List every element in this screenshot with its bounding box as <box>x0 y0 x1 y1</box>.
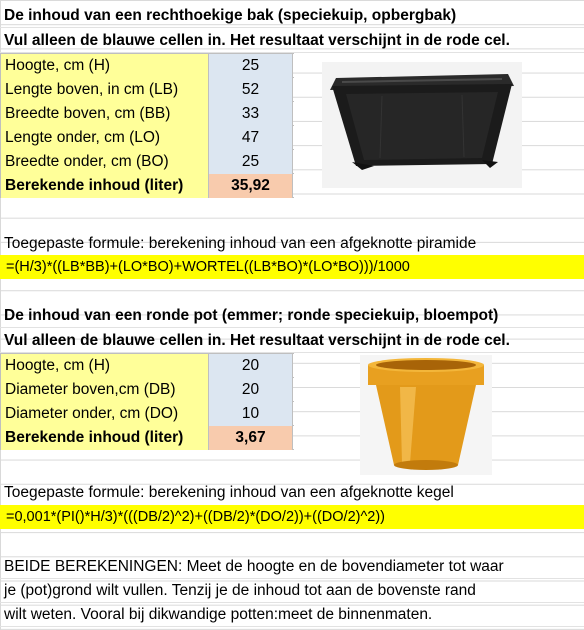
note-line-3: wilt weten. Vooral bij dikwandige potten:meet de binnenmaten. <box>4 606 433 623</box>
table-row <box>1 126 294 150</box>
bottom-length-label: Lengte onder, cm (LO) <box>1 126 209 150</box>
table-row <box>1 78 294 102</box>
section2-instruction: Vul alleen de blauwe cellen in. Het resultaat verschijnt in de rode cel. <box>4 332 510 349</box>
section2-input-table <box>0 353 294 450</box>
result-cell: 35,92 <box>209 174 293 198</box>
note-line-1: BEIDE BEREKENINGEN: Meet de hoogte en de bovendiameter tot waar <box>4 558 504 575</box>
table-row <box>1 54 294 78</box>
note-line-2: je (pot)grond wilt vullen. Tenzij je de inhoud tot aan de bovenste rand <box>4 582 476 599</box>
top-length-label: Lengte boven, in cm (LB) <box>1 78 209 102</box>
section2-formula-caption-row <box>0 481 584 505</box>
section1-title: De inhoud van een rechthoekige bak (speciekuip, opbergbak) <box>4 7 457 24</box>
section1-formula-caption-row <box>0 232 584 256</box>
bottom-width-input-cell[interactable]: 25 <box>209 150 293 174</box>
section1-instruction-row <box>0 29 584 53</box>
bottom-length-input-cell[interactable]: 47 <box>209 126 293 150</box>
top-width-input-cell[interactable]: 33 <box>209 102 293 126</box>
section2-title-row <box>0 304 584 328</box>
top-diameter-input-cell[interactable]: 20 <box>209 378 293 402</box>
bottom-diameter-input-cell[interactable]: 10 <box>209 402 293 426</box>
black-tub-image <box>322 62 522 188</box>
section1-title-row <box>0 4 584 28</box>
result-row <box>1 426 294 450</box>
bottom-diameter-label: Diameter onder, cm (DO) <box>1 402 209 426</box>
result-cell: 3,67 <box>209 426 293 450</box>
result-row <box>1 174 294 198</box>
section1-input-table <box>0 53 294 198</box>
section1-formula-caption: Toegepaste formule: berekening inhoud van een afgeknotte piramide <box>4 235 477 252</box>
note-line <box>0 579 584 603</box>
section2-title: De inhoud van een ronde pot (emmer; ronde speciekuip, bloempot) <box>4 307 499 324</box>
result-label: Berekende inhoud (liter) <box>1 426 209 450</box>
tub-icon <box>322 62 522 188</box>
height-label: Hoogte, cm (H) <box>1 54 209 78</box>
bottom-width-label: Breedte onder, cm (BO) <box>1 150 209 174</box>
height-input-cell[interactable]: 25 <box>209 54 293 78</box>
section2-formula-caption: Toegepaste formule: berekening inhoud van een afgeknotte kegel <box>4 484 454 501</box>
top-width-label: Breedte boven, cm (BB) <box>1 102 209 126</box>
table-row <box>1 354 294 378</box>
flower-pot-image <box>360 355 492 475</box>
section1-instruction: Vul alleen de blauwe cellen in. Het resultaat verschijnt in de rode cel. <box>4 32 510 49</box>
top-length-input-cell[interactable]: 52 <box>209 78 293 102</box>
table-row <box>1 102 294 126</box>
section1-formula: =(H/3)*((LB*BB)+(LO*BO)+WORTEL((LB*BO)*(LO*BO)))/1000 <box>0 255 584 279</box>
section2-formula: =0,001*(PI()*H/3)*(((DB/2)^2)+((DB/2)*(DO/2))+((DO/2)^2)) <box>0 505 584 529</box>
section2-instruction-row <box>0 329 584 353</box>
top-diameter-label: Diameter boven,cm (DB) <box>1 378 209 402</box>
height-label: Hoogte, cm (H) <box>1 354 209 378</box>
note-line <box>0 555 584 579</box>
height-input-cell[interactable]: 20 <box>209 354 293 378</box>
table-row <box>1 150 294 174</box>
pot-icon <box>360 355 492 475</box>
table-row <box>1 402 294 426</box>
result-label: Berekende inhoud (liter) <box>1 174 209 198</box>
note-line <box>0 603 584 627</box>
table-row <box>1 378 294 402</box>
